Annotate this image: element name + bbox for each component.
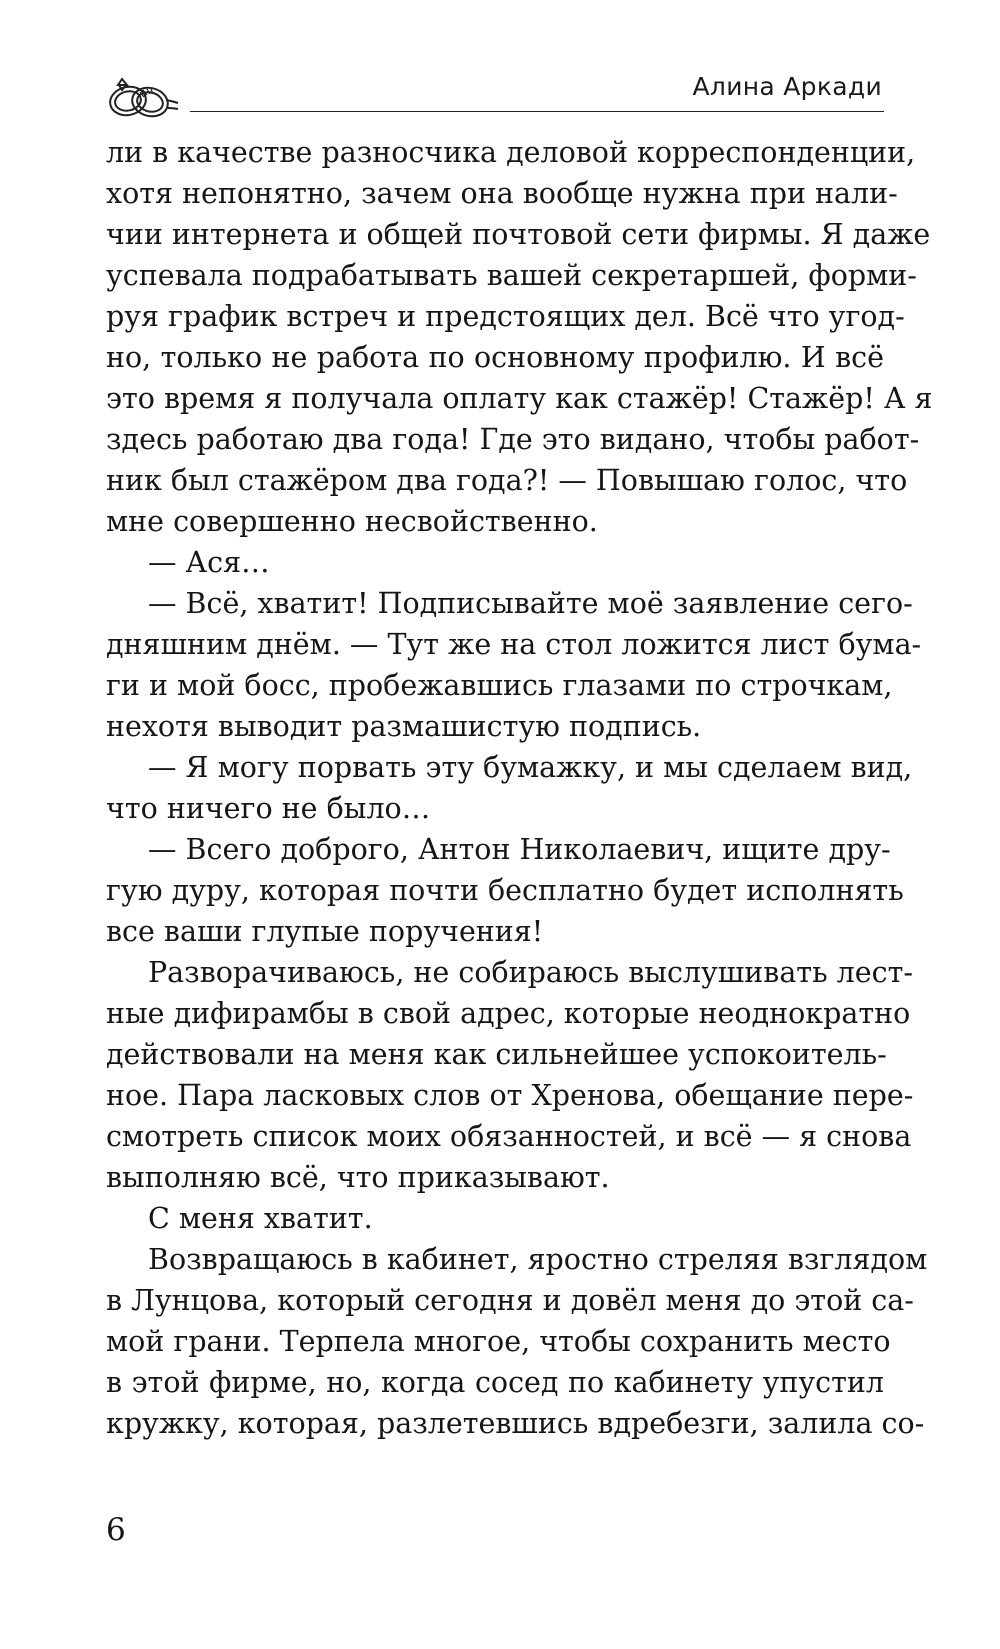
text-line: все ваши глупые поручения! — [106, 915, 544, 948]
paragraph — [106, 1198, 884, 1239]
text-line: успевала подрабатывать вашей секретаршей, форми- — [106, 259, 917, 292]
paragraph — [106, 132, 933, 542]
text-line: здесь работаю два года! Где это видано, чтобы работ- — [106, 423, 920, 456]
paragraph — [106, 583, 922, 747]
text-line: кружку, которая, разлетевшись вдребезги, залила со- — [106, 1407, 925, 1440]
running-header — [104, 68, 884, 122]
text-line: руя график встреч и предстоящих дел. Всё что угод- — [106, 300, 905, 333]
paragraph — [106, 952, 914, 1198]
paragraph — [106, 829, 904, 952]
text-line: нехотя выводит размашистую подпись. — [106, 710, 702, 743]
text-line: — Я могу порвать эту бумажку, и мы сделаем вид, — [148, 751, 913, 784]
text-line: действовали на меня как сильнейшее успокоитель- — [106, 1038, 887, 1071]
text-line: ник был стажёром два года?! — Повышаю голос, что — [106, 464, 908, 497]
text-line: но, только не работа по основному профилю. И всё — [106, 341, 884, 374]
text-line: смотреть список моих обязанностей, и всё — я снова — [106, 1120, 912, 1153]
text-line: выполняю всё, что приказывают. — [106, 1161, 610, 1194]
text-line: — Ася… — [148, 546, 270, 579]
text-line: — Всё, хватит! Подписывайте моё заявление сего- — [148, 587, 913, 620]
text-line: мне совершенно несвойственно. — [106, 505, 598, 538]
text-line: что ничего не было… — [106, 792, 431, 825]
paragraph — [106, 747, 913, 829]
text-line: Возвращаюсь в кабинет, яростно стреляя взглядом — [148, 1243, 928, 1276]
paragraph — [106, 1239, 928, 1444]
text-line: в Лунцова, который сегодня и довёл меня до этой са- — [106, 1284, 914, 1317]
wedding-rings-icon — [104, 76, 182, 120]
text-line: — Всего доброго, Антон Николаевич, ищите дру- — [148, 833, 891, 866]
text-line: хотя непонятно, зачем она вообще нужна при нали- — [106, 177, 898, 210]
text-line: чии интернета и общей почтовой сети фирмы. Я даже — [106, 218, 931, 251]
paragraph — [106, 542, 884, 583]
text-line: дняшним днём. — Тут же на стол ложится лист бума- — [106, 628, 922, 661]
text-line: ные дифирамбы в свой адрес, которые неоднократно — [106, 997, 911, 1030]
text-line: ное. Пара ласковых слов от Хренова, обещание пере- — [106, 1079, 914, 1112]
text-line: ги и мой босс, пробежавшись глазами по строчкам, — [106, 669, 893, 702]
text-line: это время я получала оплату как стажёр! Стажёр! А я — [106, 382, 933, 415]
body-text — [106, 132, 933, 1444]
text-line: Разворачиваюсь, не собираюсь выслушивать лест- — [148, 956, 913, 989]
page-number: 6 — [106, 1512, 126, 1548]
text-line: гую дуру, которая почти бесплатно будет исполнять — [106, 874, 904, 907]
text-line: С меня хватит. — [148, 1202, 373, 1235]
text-line: в этой фирме, но, когда сосед по кабинету упустил — [106, 1366, 884, 1399]
header-rule — [190, 111, 884, 112]
text-line: мой грани. Терпела многое, чтобы сохранить место — [106, 1325, 891, 1358]
author-name: Алина Аркади — [692, 72, 882, 101]
text-line: ли в качестве разносчика деловой корреспонденции, — [106, 136, 916, 169]
